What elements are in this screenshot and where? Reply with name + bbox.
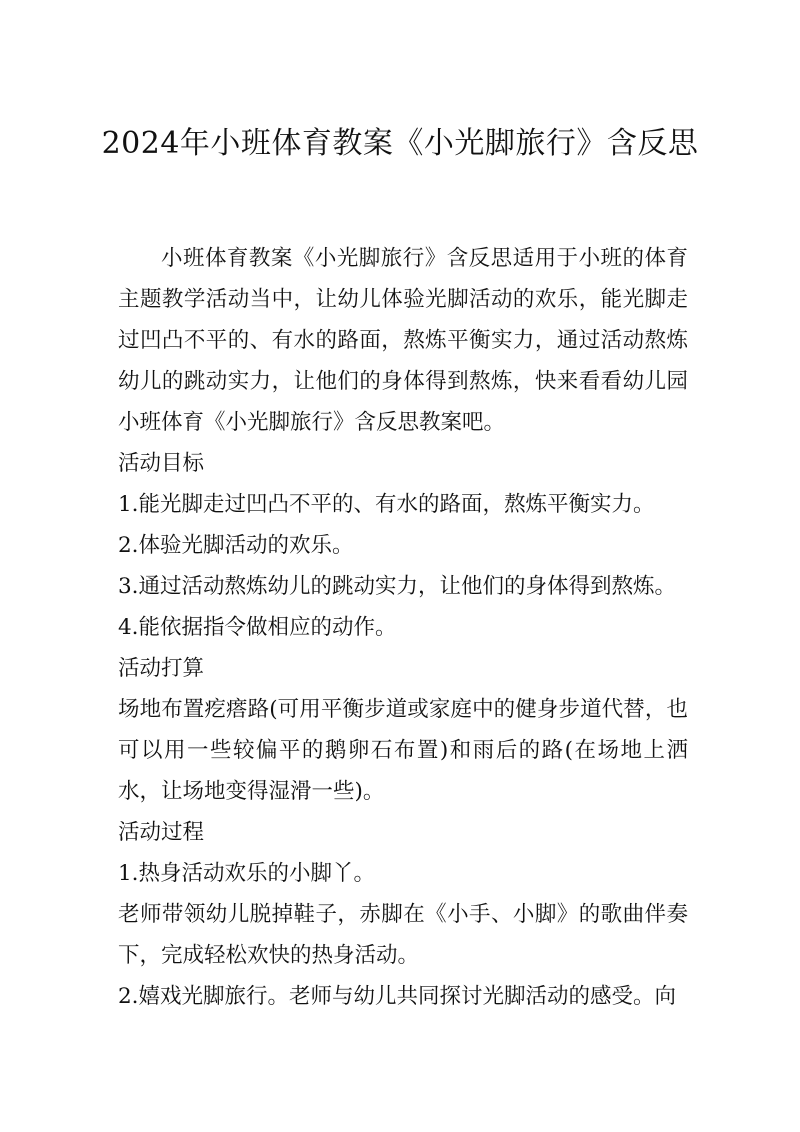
process-heading: 活动过程 bbox=[118, 820, 205, 845]
goal-item: 4.能依据指令做相应的动作。 bbox=[118, 615, 397, 640]
prep-paragraph: 场地布置疙瘩路(可用平衡步道或家庭中的健身步道代替，也可以用一些较偏平的鹅卵石布置)和雨后的路(在场地上洒水，让场地变得湿滑一些)。 bbox=[118, 697, 688, 804]
process-item: 2.嬉戏光脚旅行。老师与幼儿共同探讨光脚活动的感受。向 bbox=[118, 984, 677, 1009]
process-item: 1.热身活动欢乐的小脚丫。 bbox=[118, 861, 376, 886]
document-body bbox=[118, 238, 688, 1017]
process-item: 老师带领幼儿脱掉鞋子，赤脚在《小手、小脚》的歌曲伴奏下，完成轻松欢快的热身活动。 bbox=[118, 902, 688, 968]
document-title: 2024年小班体育教案《小光脚旅行》含反思 bbox=[101, 126, 699, 161]
goal-item: 1.能光脚走过凹凸不平的、有水的路面，熬炼平衡实力。 bbox=[118, 492, 655, 517]
intro-paragraph: 小班体育教案《小光脚旅行》含反思适用于小班的体育主题教学活动当中，让幼儿体验光脚活动的欢乐，能光脚走过凹凸不平的、有水的路面，熬炼平衡实力，通过活动熬炼幼儿的跳动实力，让他们的身体得到熬炼，快来看看幼儿园小班体育《小光脚旅行》含反思教案吧。 bbox=[118, 246, 688, 435]
goal-item: 2.体验光脚活动的欢乐。 bbox=[118, 533, 354, 558]
goal-item: 3.通过活动熬炼幼儿的跳动实力，让他们的身体得到熬炼。 bbox=[118, 574, 677, 599]
prep-heading: 活动打算 bbox=[118, 656, 205, 681]
goals-heading: 活动目标 bbox=[118, 451, 205, 476]
